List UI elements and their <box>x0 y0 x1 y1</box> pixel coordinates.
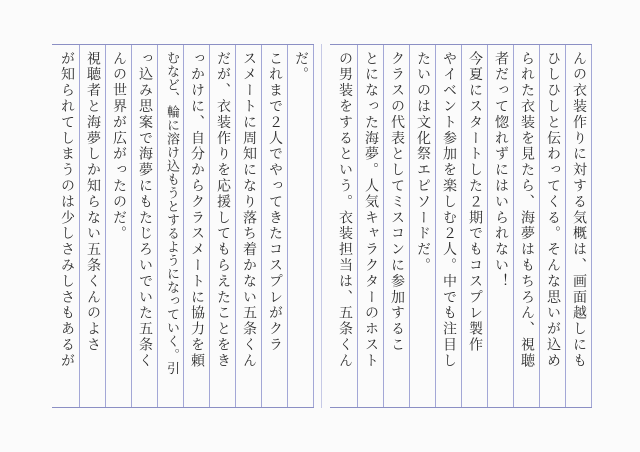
manuscript-column <box>437 45 462 407</box>
manuscript-column <box>359 45 384 407</box>
manuscript-column <box>211 45 236 407</box>
manuscript-column <box>411 45 436 407</box>
manuscript-column <box>133 45 158 407</box>
column-text: んの世界が広がったのだ。 <box>111 51 127 242</box>
page-center-divider <box>321 44 322 408</box>
column-text: られた衣装を見たら、海夢はもちろん、視聴 <box>519 51 535 369</box>
column-text: クラスの代表としてミスコンに参加するこ <box>389 51 405 354</box>
column-text: だ。 <box>293 51 309 83</box>
left-page-grid <box>52 44 314 408</box>
manuscript-column <box>385 45 410 407</box>
column-text: が知られてしまうのは少しさみしさもあるが <box>59 51 75 369</box>
column-text: だが、衣装作りを応援してもらえたことをき <box>215 51 231 369</box>
manuscript-column <box>289 45 314 407</box>
manuscript-column <box>55 45 80 407</box>
manuscript-column <box>463 45 488 407</box>
manuscript-column <box>107 45 132 407</box>
manuscript-column <box>333 45 358 407</box>
manuscript-column <box>567 45 592 407</box>
column-text: んの衣装作りに対する気概は、画面越しにも <box>571 51 587 369</box>
manuscript-column <box>515 45 540 407</box>
right-page-grid <box>330 44 592 408</box>
manuscript-column <box>541 45 566 407</box>
column-text: たいのは文化祭エピソードだ。 <box>415 51 431 274</box>
column-text: とになった海夢。人気キャラクターのホスト <box>363 51 379 369</box>
column-text: っかけに、自分からクラスメートに協力を頼 <box>189 51 205 369</box>
manuscript-column <box>185 45 210 407</box>
manuscript-column <box>263 45 288 407</box>
column-text: スメートに周知になり落ち着かない五条くん <box>241 51 257 369</box>
column-text: の男装をするという。衣装担当は、五条くん <box>337 51 353 369</box>
column-text: やイベント参加を楽しむ２人。中でも注目し <box>441 51 457 369</box>
column-text: ひしひしと伝わってくる。そんな思いが込め <box>545 51 561 369</box>
column-text: むなど、輪に溶け込もうとするようになっていく。引 <box>164 51 179 375</box>
column-text: 視聴者と海夢しか知らない五条くんのよさ <box>85 51 101 354</box>
manuscript-column <box>237 45 262 407</box>
manuscript-column <box>159 45 184 407</box>
manuscript-column <box>489 45 514 407</box>
column-text: これまで２人でやってきたコスプレがクラ <box>267 51 283 354</box>
column-text: っ込み思案で海夢にもたじろいでいた五条く <box>137 51 153 369</box>
manuscript-column <box>81 45 106 407</box>
column-text: 者だって惚れずにはいられない！ <box>493 51 509 290</box>
column-text: 今夏にスタートした２期でもコスプレ製作 <box>467 51 483 354</box>
